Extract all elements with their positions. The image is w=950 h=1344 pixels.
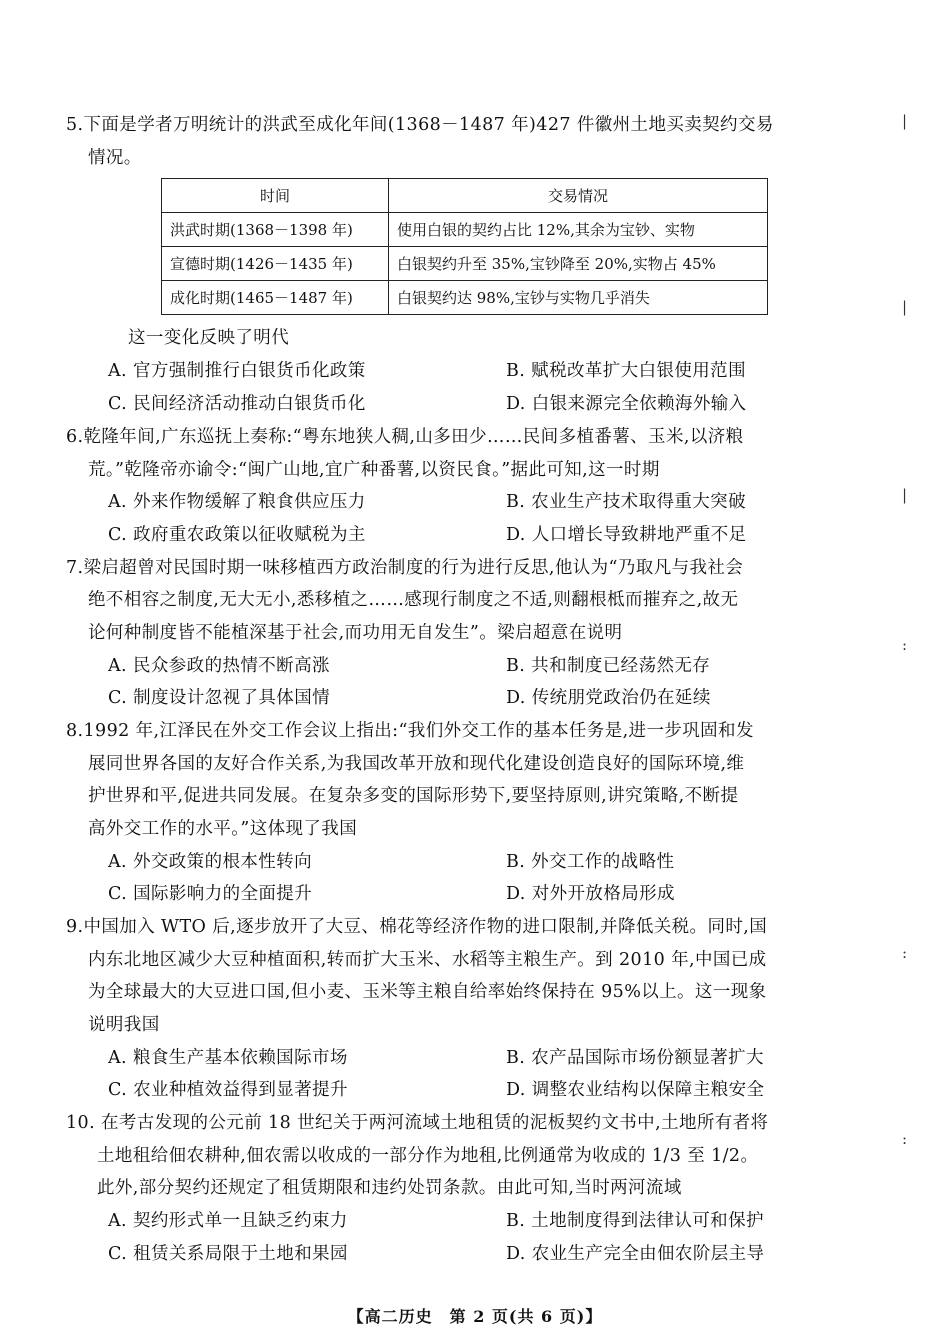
q5-option-c[interactable]: C. 民间经济活动推动白银货币化 [108, 394, 366, 414]
q7-option-c[interactable]: C. 制度设计忽视了具体国情 [108, 688, 330, 708]
q5-line1: 5.下面是学者万明统计的洪武至成化年间(1368－1487 年)427 件徽州土地买卖契约交易 [66, 115, 774, 135]
q10-option-b[interactable]: B. 土地制度得到法律认可和保护 [506, 1211, 764, 1231]
page-footer: 【高二历史 第 2 页(共 6 页)】 [347, 1307, 603, 1326]
q7-option-d[interactable]: D. 传统朋党政治仍在延续 [506, 688, 711, 708]
q7-line1: 7.梁启超曾对民国时期一味移植西方政治制度的行为进行反思,他认为“乃取凡与我社会 [66, 558, 744, 578]
q7-line2: 绝不相容之制度,无大无小,悉移植之……感现行制度之不适,则翻根柢而摧弃之,故无 [88, 590, 739, 610]
q10-option-d[interactable]: D. 农业生产完全由佃农阶层主导 [506, 1244, 765, 1264]
margin-mark: : [902, 944, 908, 962]
q9-line1: 9.中国加入 WTO 后,逐步放开了大豆、棉花等经济作物的进口限制,并降低关税。同时,国 [66, 917, 768, 937]
table-cell: 使用白银的契约占比 12%,其余为宝钞、实物 [389, 213, 768, 247]
table-cell: 洪武时期(1368－1398 年) [162, 213, 389, 247]
q6-option-c[interactable]: C. 政府重农政策以征收赋税为主 [108, 525, 366, 545]
q8-option-b[interactable]: B. 外交工作的战略性 [506, 852, 675, 872]
q9-option-d[interactable]: D. 调整农业结构以保障主粮安全 [506, 1080, 765, 1100]
q9-option-a[interactable]: A. 粮食生产基本依赖国际市场 [108, 1048, 348, 1068]
q8-line4: 高外交工作的水平。”这体现了我国 [88, 819, 358, 839]
q10-line2: 土地租给佃农耕种,佃农需以收成的一部分作为地租,比例通常为收成的 1/3 至 1/2。 [97, 1146, 759, 1166]
q8-line1: 8.1992 年,江泽民在外交工作会议上指出:“我们外交工作的基本任务是,进一步巩固和发 [66, 721, 754, 741]
q6-option-a[interactable]: A. 外来作物缓解了粮食供应压力 [108, 492, 366, 512]
q9-line4: 说明我国 [88, 1015, 160, 1035]
table-row [162, 247, 768, 281]
q10-line1: 10. 在考古发现的公元前 18 世纪关于两河流域土地租赁的泥板契约文书中,土地所有者将 [66, 1113, 769, 1133]
table-cell: 成化时期(1465－1487 年) [162, 281, 389, 315]
q9-line3: 为全球最大的大豆进口国,但小麦、玉米等主粮自给率始终保持在 95%以上。这一现象 [88, 982, 767, 1002]
q9-line2: 内东北地区减少大豆种植面积,转而扩大玉米、水稻等主粮生产。到 2010 年,中国已成 [88, 950, 767, 970]
table-header: 交易情况 [389, 179, 768, 213]
q8-line3: 护世界和平,促进共同发展。在复杂多变的国际形势下,要坚持原则,讲究策略,不断提 [88, 786, 739, 806]
margin-mark: | [902, 298, 908, 316]
q5-option-d[interactable]: D. 白银来源完全依赖海外输入 [506, 394, 747, 414]
q6-line1: 6.乾隆年间,广东巡抚上奏称:“粤东地狭人稠,山多田少……民间多植番薯、玉米,以济粮 [66, 427, 744, 447]
table-header-row [162, 179, 768, 213]
q6-option-d[interactable]: D. 人口增长导致耕地严重不足 [506, 525, 747, 545]
q8-option-c[interactable]: C. 国际影响力的全面提升 [108, 884, 313, 904]
q10-line3: 此外,部分契约还规定了租赁期限和违约处罚条款。由此可知,当时两河流域 [97, 1178, 682, 1198]
q5-line2: 情况。 [88, 148, 142, 168]
q7-line3: 论何种制度皆不能植深基于社会,而功用无自发生”。梁启超意在说明 [88, 623, 623, 643]
table-cell: 白银契约达 98%,宝钞与实物几乎消失 [389, 281, 768, 315]
q10-option-c[interactable]: C. 租赁关系局限于土地和果园 [108, 1244, 348, 1264]
table-row [162, 213, 768, 247]
margin-mark: : [902, 636, 908, 654]
margin-mark: | [902, 112, 908, 130]
q9-option-b[interactable]: B. 农产品国际市场份额显著扩大 [506, 1048, 764, 1068]
margin-mark: | [902, 486, 908, 504]
margin-mark: : [902, 1130, 908, 1148]
q7-option-b[interactable]: B. 共和制度已经荡然无存 [506, 656, 711, 676]
q5-option-b[interactable]: B. 赋税改革扩大白银使用范围 [506, 361, 746, 381]
q6-option-b[interactable]: B. 农业生产技术取得重大突破 [506, 492, 746, 512]
table-cell: 白银契约升至 35%,宝钞降至 20%,实物占 45% [389, 247, 768, 281]
table-cell: 宣德时期(1426－1435 年) [162, 247, 389, 281]
q5-stem: 这一变化反映了明代 [128, 328, 290, 348]
q8-option-d[interactable]: D. 对外开放格局形成 [506, 884, 675, 904]
q9-option-c[interactable]: C. 农业种植效益得到显著提升 [108, 1080, 348, 1100]
table-header: 时间 [162, 179, 389, 213]
q8-option-a[interactable]: A. 外交政策的根本性转向 [108, 852, 312, 872]
q6-line2: 荒。”乾隆帝亦谕令:“闽广山地,宜广种番薯,以资民食。”据此可知,这一时期 [88, 460, 660, 480]
q8-line2: 展同世界各国的友好合作关系,为我国改革开放和现代化建设创造良好的国际环境,维 [88, 754, 745, 774]
table-row [162, 281, 768, 315]
q10-option-a[interactable]: A. 契约形式单一且缺乏约束力 [108, 1211, 348, 1231]
contract-table [161, 178, 768, 315]
q7-option-a[interactable]: A. 民众参政的热情不断高涨 [108, 656, 330, 676]
q5-option-a[interactable]: A. 官方强制推行白银货币化政策 [108, 361, 366, 381]
